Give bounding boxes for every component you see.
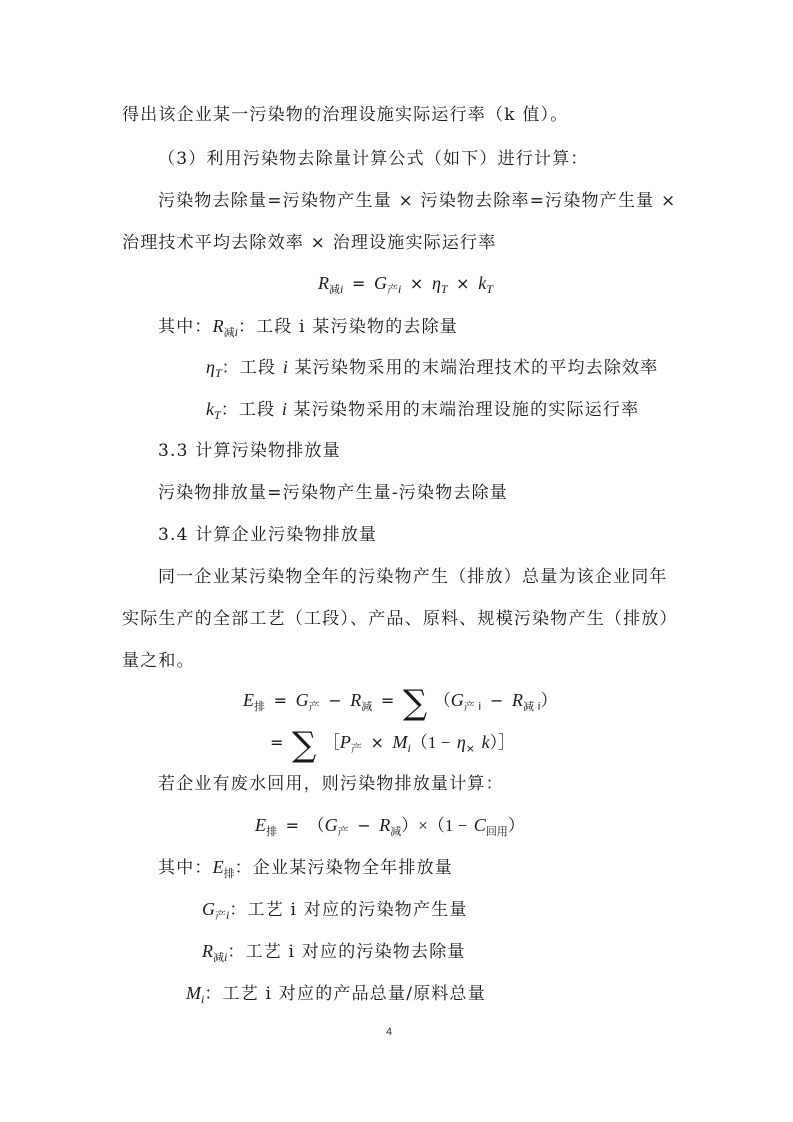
section-heading-3-3: 3.3 计算污染物排放量 — [158, 441, 341, 461]
paragraph-line: 得出该企业某一污染物的治理设施实际运行率（k 值）。 — [122, 105, 569, 125]
paragraph-line: 若企业有废水回用，则污染物排放量计算： — [158, 774, 504, 794]
paragraph-line: 污染物排放量=污染物产生量-污染物去除量 — [158, 483, 508, 503]
section-heading-3-4: 3.4 计算企业污染物排放量 — [158, 525, 378, 545]
definition-e: 其中：$E_排$：企业某污染物全年排放量 — [158, 857, 454, 880]
emission-formula-line-2: = ∑ $[P_产 \times M_i(1 - \eta_\times$ k）］ — [270, 725, 516, 765]
removal-formula: $R_{减i} = G_{产i} \times \eta_T \times k_T$ — [318, 273, 493, 296]
definition-r-process: $R_{减i}$：工艺 i 对应的污染物去除量 — [202, 941, 466, 964]
definition-m: $M_i$：工艺 i 对应的产品总量/原料总量 — [186, 983, 486, 1006]
definition-r: 其中：$R_{减i}$：工段 i 某污染物的去除量 — [158, 316, 458, 339]
step-heading: （3）利用污染物去除量计算公式（如下）进行计算： — [158, 149, 589, 169]
paragraph-line: 量之和。 — [122, 651, 195, 671]
definition-g: $G_{产i}$：工艺 i 对应的污染物产生量 — [202, 899, 468, 922]
definition-k: $k_T$：工段 i 某污染物采用的末端治理设施的实际运行率 — [206, 399, 640, 422]
paragraph-line: 治理技术平均去除效率 × 治理设施实际运行率 — [122, 233, 497, 253]
paragraph-line: 实际生产的全部工艺（工段）、产品、原料、规模污染物产生（排放） — [122, 609, 678, 629]
definition-eta: $\eta_T$：工段 i 某污染物采用的末端治理技术的平均去除效率 — [206, 357, 659, 380]
paragraph-line: 同一企业某污染物全年的污染物产生（排放）总量为该企业同年 — [158, 567, 668, 587]
page-number: 4 — [386, 1026, 393, 1038]
emission-formula-line-1: $E_排 = G_产 - R_减$ = ∑ （$G_产$ $_i - R_减$ $_i$） — [243, 683, 558, 723]
recycle-formula: $E_排 = (G_产 - R_减)\times(1 - C_{回用})$ — [255, 815, 525, 838]
paragraph-line: 污染物去除量=污染物产生量 × 污染物去除率=污染物产生量 × — [158, 191, 677, 211]
